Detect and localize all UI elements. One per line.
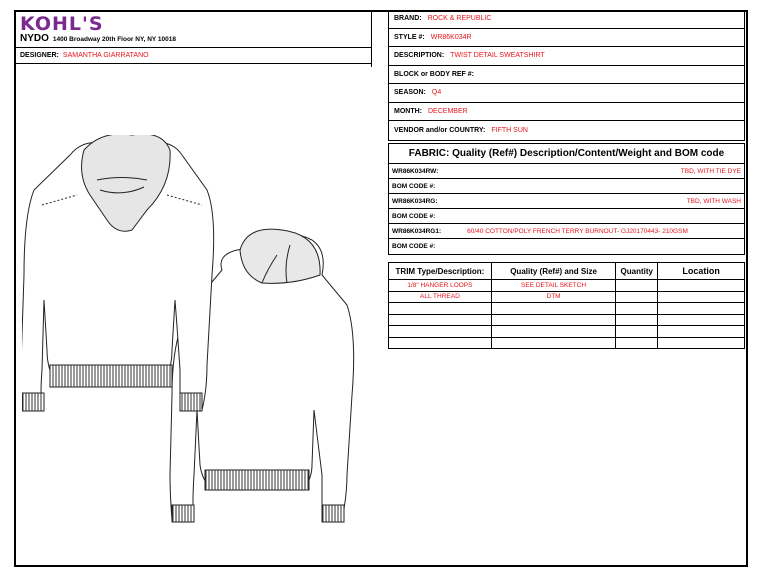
table-row xyxy=(389,337,745,349)
trim-cell xyxy=(616,337,658,349)
info-value: TWIST DETAIL SWEATSHIRT xyxy=(450,52,545,60)
trim-cell xyxy=(616,280,658,292)
fabric-row xyxy=(389,194,744,209)
trim-header-row xyxy=(389,263,745,280)
trim-cell xyxy=(616,314,658,326)
info-value: DECEMBER xyxy=(428,107,468,115)
designer-value: SAMANTHA GIARRATANO xyxy=(62,52,149,59)
table-row xyxy=(389,280,745,292)
trim-cell xyxy=(658,326,745,338)
info-value: Q4 xyxy=(431,89,442,97)
trim-cell xyxy=(491,326,615,338)
info-row-vendor xyxy=(389,121,744,140)
location-header: Location xyxy=(658,263,745,280)
info-row-season xyxy=(389,84,744,103)
trim-cell xyxy=(389,326,492,338)
fabric-row xyxy=(389,224,744,239)
info-label: BRAND: xyxy=(394,15,422,23)
fabric-value: TBD, WITH WASH xyxy=(686,197,741,205)
fabric-row xyxy=(389,179,744,194)
info-row-block xyxy=(389,66,744,85)
sweatshirt-sketch xyxy=(22,135,367,555)
table-row xyxy=(389,314,745,326)
table-row xyxy=(389,326,745,338)
trim-cell: SEE DETAIL SKETCH xyxy=(491,280,615,292)
trim-cell xyxy=(389,303,492,315)
fabric-label: BOM CODE #: xyxy=(392,243,436,250)
info-row-description xyxy=(389,47,744,66)
trim-cell xyxy=(389,337,492,349)
trim-header: TRIM Type/Description: xyxy=(389,263,492,280)
fabric-label: WR86K034RG: xyxy=(392,197,438,205)
fabric-row xyxy=(389,209,744,224)
info-label: MONTH: xyxy=(394,107,422,115)
front-view-sketch xyxy=(22,135,214,411)
info-label: STYLE #: xyxy=(394,33,425,41)
fabric-value: 60/40 COTTON/POLY FRENCH TERRY BURNOUT- GJ20170443- 210GSM xyxy=(467,227,688,235)
fabric-label: BOM CODE #: xyxy=(392,212,436,220)
divider xyxy=(14,47,372,48)
divider xyxy=(371,10,372,67)
trim-cell xyxy=(658,303,745,315)
info-value: WR86K034R xyxy=(430,33,472,41)
fabric-label: WR86K034RG1: xyxy=(392,227,442,235)
info-row-month xyxy=(389,103,744,122)
trim-cell xyxy=(491,337,615,349)
fabric-title: FABRIC: Quality (Ref#) Description/Content/Weight and BOM code xyxy=(389,144,744,164)
info-value: FIFTH SUN xyxy=(491,126,528,134)
table-row xyxy=(389,291,745,303)
info-row-brand xyxy=(389,10,744,29)
company-name: NYDO xyxy=(20,33,49,44)
trim-cell xyxy=(658,337,745,349)
trim-cell xyxy=(616,326,658,338)
info-table xyxy=(388,10,745,141)
trim-cell xyxy=(658,314,745,326)
info-label: DESCRIPTION: xyxy=(394,52,445,60)
trim-cell: DTM xyxy=(491,291,615,303)
trim-cell xyxy=(616,303,658,315)
company-line xyxy=(20,33,176,44)
designer-line xyxy=(20,52,149,59)
fabric-row xyxy=(389,239,744,254)
trim-cell xyxy=(491,303,615,315)
info-label: VENDOR and/or COUNTRY: xyxy=(394,126,486,134)
trim-cell xyxy=(658,291,745,303)
fabric-row xyxy=(389,164,744,179)
info-label: BLOCK or BODY REF #: xyxy=(394,70,474,78)
trim-cell: ALL THREAD xyxy=(389,291,492,303)
trim-cell xyxy=(491,314,615,326)
divider xyxy=(14,63,372,64)
kohls-logo: KOHL'S xyxy=(20,13,104,35)
table-row xyxy=(389,303,745,315)
fabric-label: BOM CODE #: xyxy=(392,182,436,190)
company-address: 1400 Broadway 20th Floor NY, NY 10018 xyxy=(52,36,176,43)
designer-label: DESIGNER: xyxy=(20,52,59,59)
trim-cell xyxy=(616,291,658,303)
trim-cell xyxy=(658,280,745,292)
quantity-header: Quantity xyxy=(616,263,658,280)
fabric-label: WR86K034RW: xyxy=(392,167,439,175)
trim-cell: 1/8" HANGER LOOPS xyxy=(389,280,492,292)
trim-cell xyxy=(389,314,492,326)
trim-table xyxy=(388,262,745,349)
info-row-style xyxy=(389,29,744,48)
fabric-table xyxy=(388,143,745,255)
info-label: SEASON: xyxy=(394,89,426,97)
fabric-value: TBD, WITH TIE DYE xyxy=(680,167,741,175)
quality-header: Quality (Ref#) and Size xyxy=(491,263,615,280)
info-value: ROCK & REPUBLIC xyxy=(427,15,492,23)
